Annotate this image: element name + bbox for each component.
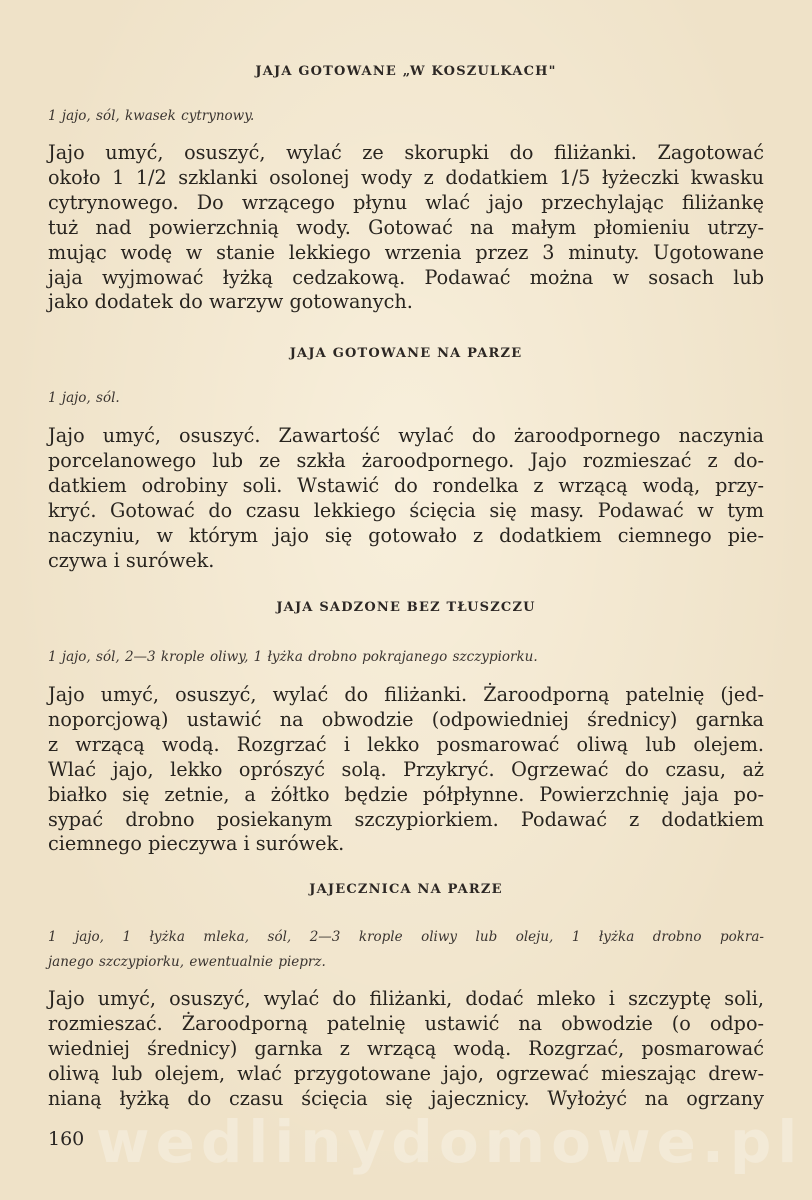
text-line: nianą łyżką do czasu ścięcia się jajecznicy. Wyłożyć na ogrzany xyxy=(48,1086,764,1110)
page-number: 160 xyxy=(48,1128,85,1150)
text-line: porcelanowego lub ze szkła żaroodpornego. Jajo rozmieszać z do- xyxy=(48,448,764,472)
text-line: czywa i surówek. xyxy=(48,548,215,572)
recipe-instructions xyxy=(48,987,764,1112)
text-line: Jajo umyć, osuszyć, wylać do filiżanki, dodać mleko i szczyptę soli, xyxy=(48,987,764,1010)
text-line: jaja wyjmować łyżką cedzakową. Podawać można w sosach lub xyxy=(48,265,764,289)
text-line: tuż nad powierzchnią wody. Gotować na małym płomieniu utrzy- xyxy=(48,215,764,239)
recipe-instructions xyxy=(48,683,764,857)
text-line: ciemnego pieczywa i surówek. xyxy=(48,832,345,856)
recipe-title: JAJECZNICA NA PARZE xyxy=(309,882,503,897)
ingredients-list xyxy=(48,645,764,670)
text-line: oliwą lub olejem, wlać przygotowane jajo, ogrzewać mieszając drew- xyxy=(48,1061,764,1085)
ingredients-line: 1 jajo, sól, 2—3 krople oliwy, 1 łyżka drobno pokrajanego szczypiorku. xyxy=(48,649,538,665)
text-line: białko się zetnie, a żółtko będzie półpłynne. Powierzchnię jaja po- xyxy=(48,782,764,806)
text-line: około 1 1/2 szklanki osolonej wody z dodatkiem 1/5 łyżeczki kwasku xyxy=(48,165,764,189)
text-line: datkiem odrobiny soli. Wstawić do rondelka z wrzącą wodą, przy- xyxy=(48,473,764,497)
text-line: jako dodatek do warzyw gotowanych. xyxy=(48,290,413,314)
recipe-title: JAJA GOTOWANE „W KOSZULKACH" xyxy=(255,64,557,79)
text-line: wiedniej średnicy) garnka z wrzącą wodą. Rozgrzać, posmarować xyxy=(48,1036,764,1060)
ingredients-list xyxy=(48,386,764,411)
text-line: noporcjową) ustawić na obwodzie (odpowiedniej średnicy) garnka xyxy=(48,707,764,731)
text-line: z wrzącą wodą. Rozgrzać i lekko posmarować oliwą lub olejem. xyxy=(48,732,764,756)
text-line: Jajo umyć, osuszyć, wylać ze skorupki do filiżanki. Zagotować xyxy=(48,141,764,164)
ingredients-line: 1 jajo, 1 łyżka mleka, sól, 2—3 krople oliwy lub oleju, 1 łyżka drobno pokra- xyxy=(48,929,764,945)
text-line: Jajo umyć, osuszyć. Zawartość wylać do żaroodpornego naczynia xyxy=(48,424,764,447)
text-line: kryć. Gotować do czasu lekkiego ścięcia się masy. Podawać w tym xyxy=(48,498,764,522)
ingredients-line: 1 jajo, sól, kwasek cytrynowy. xyxy=(48,108,255,124)
recipe-title: JAJA SADZONE BEZ TŁUSZCZU xyxy=(276,600,536,615)
ingredients-list xyxy=(48,104,764,129)
text-line: cytrynowego. Do wrzącego płynu wlać jajo przechylając filiżankę xyxy=(48,190,764,214)
text-line: Wlać jajo, lekko oprószyć solą. Przykryć. Ogrzewać do czasu, aż xyxy=(48,757,764,781)
text-line: mując wodę w stanie lekkiego wrzenia przez 3 minuty. Ugotowane xyxy=(48,240,764,264)
recipe-instructions xyxy=(48,141,764,315)
ingredients-line: janego szczypiorku, ewentualnie pieprz. xyxy=(48,954,326,970)
watermark: wedlinydomowe.pl xyxy=(96,1108,804,1176)
recipe-instructions xyxy=(48,424,764,573)
ingredients-line: 1 jajo, sól. xyxy=(48,390,120,406)
recipe-title: JAJA GOTOWANE NA PARZE xyxy=(289,346,523,361)
text-line: naczyniu, w którym jajo się gotowało z dodatkiem ciemnego pie- xyxy=(48,523,764,547)
text-line: rozmieszać. Żaroodporną patelnię ustawić na obwodzie (o odpo- xyxy=(48,1011,764,1035)
text-line: sypać drobno posiekanym szczypiorkiem. Podawać z dodatkiem xyxy=(48,807,764,831)
ingredients-list xyxy=(48,925,764,975)
text-line: Jajo umyć, osuszyć, wylać do filiżanki. Żaroodporną patelnię (jed- xyxy=(48,683,764,706)
